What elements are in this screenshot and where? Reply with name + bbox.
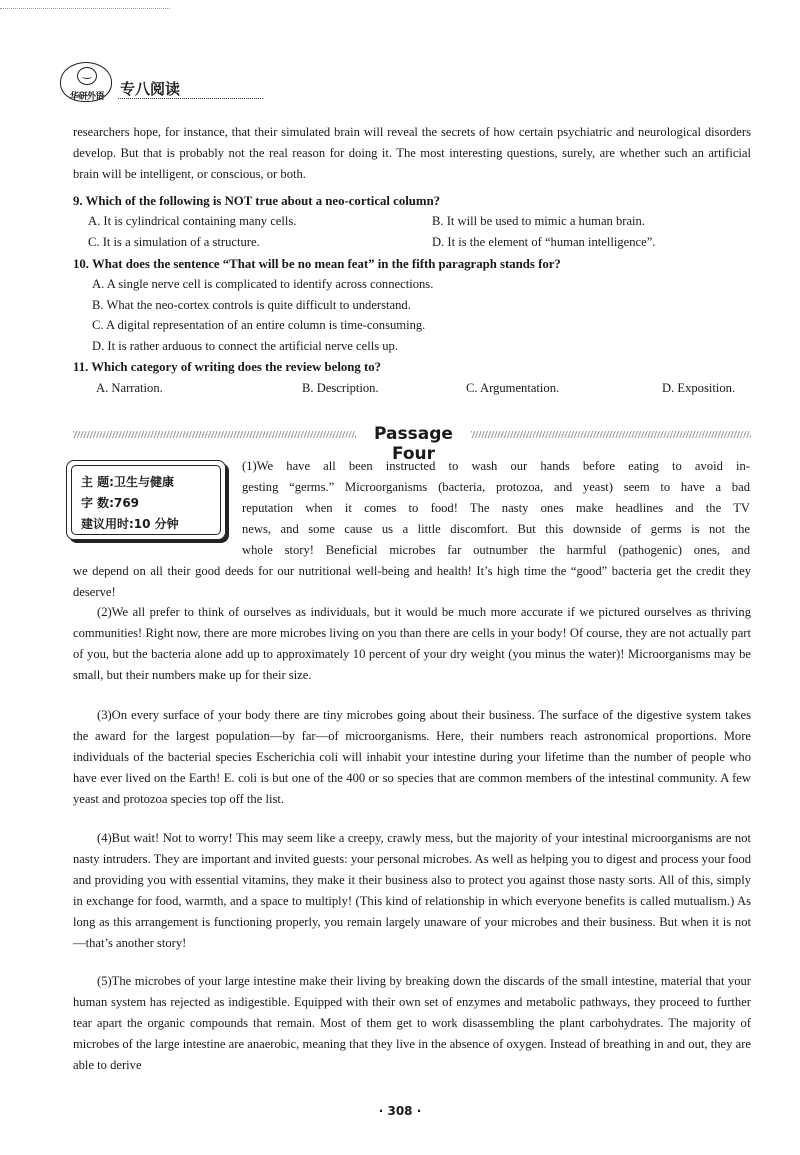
paragraph-1-line: news, and some cause us a little discomfort. But this downside of germs is not the	[242, 522, 750, 536]
logo-text: 华研外语	[69, 92, 104, 102]
scan-noise	[0, 8, 170, 9]
info-topic: 主 题:卫生与健康	[81, 475, 174, 489]
info-word-count: 字 数:769	[81, 496, 140, 510]
question-11-option-c: C. Argumentation.	[466, 381, 560, 395]
question-11-stem: 11. Which category of writing does the review belong to?	[73, 360, 382, 374]
paragraph-4: (4)But wait! Not to worry! This may seem like a creepy, crawly mess, but the majority of your intestinal microorganisms are not nasty intruders. They are important and invited guests: your personal microbes. As well as helping you to digest and process your food and providing you with essential vitamins, they make it their business also to protect you against those nasty sorts. All of this, simply in exchange for food, warmth, and a space to multiply! (This kind of relationship in which everyone benefits is called mutualism.) As long as this arrangement is functioning properly, you remain largely unaware of your microbes and their business. But when it is not—that’s another story!	[73, 831, 751, 950]
publisher-logo	[60, 62, 112, 102]
question-9-option-b: B. It will be used to mimic a human brain.	[432, 214, 646, 228]
question-9-stem: 9. Which of the following is NOT true about a neo-cortical column?	[73, 194, 441, 208]
paragraph-2: (2)We all prefer to think of ourselves as individuals, but it would be much more accurate if we pictured ourselves as thriving communities! Right now, there are more microbes living on you than there are cells in your body! Of course, they are not actually part of you, but the bacteria alone add up to approximately 10 percent of your dry weight (you minus the water)! Microorganisms may be small, but their numbers make up for their size.	[73, 605, 751, 682]
info-suggested-time: 建议用时:10 分钟	[81, 517, 179, 531]
banner-hatch-right	[471, 431, 751, 438]
passage-info-box	[66, 460, 226, 540]
question-11-option-a: A. Narration.	[96, 381, 163, 395]
passage-banner	[73, 424, 751, 464]
title-underline	[118, 98, 263, 99]
page-header	[60, 62, 210, 106]
continued-paragraph: researchers hope, for instance, that their simulated brain will reveal the secrets of how certain psychiatric and neurological disorders develop. But that is probably not the real reason for doing it. The most interesting questions, surely, are whether such an artificial brain will be intelligent, or conscious, or both.	[73, 125, 751, 181]
paragraph-1-line: (1)We have all been instructed to wash our hands before eating to avoid in-	[242, 459, 750, 473]
mascot-icon	[77, 67, 97, 85]
question-10-stem: 10. What does the sentence “That will be no mean feat” in the fifth paragraph stands for?	[73, 257, 561, 271]
page-number: · 308 ·	[378, 1104, 422, 1118]
paragraph-5: (5)The microbes of your large intestine make their living by breaking down the discards of the small intestine, material that your human system has rejected as indigestible. Equipped with their own set of enzymes and metabolic pathways, they proceed to further tear apart the organic compounds that remain. Most of them get to work disassembling the plant carbohydrates. The majority of microbes of the large intestine are anaerobic, meaning that they live in the absence of oxygen. Instead of breathing in and out, they are able to derive	[73, 974, 751, 1072]
passage-title: Passage Four	[374, 424, 453, 464]
question-9-option-c: C. It is a simulation of a structure.	[88, 235, 260, 249]
question-10-option-d: D. It is rather arduous to connect the artificial nerve cells up.	[92, 339, 398, 353]
paragraph-1-line: gesting “germs.” Microorganisms (bacteria, protozoa, and yeast) seem to have a bad	[242, 480, 750, 494]
question-9-option-a: A. It is cylindrical containing many cells.	[88, 214, 297, 228]
question-10-option-b: B. What the neo-cortex controls is quite difficult to understand.	[92, 298, 411, 312]
section-title: 专八阅读	[120, 80, 181, 98]
question-10-option-c: C. A digital representation of an entire column is time-consuming.	[92, 318, 426, 332]
question-10-option-a: A. A single nerve cell is complicated to identify across connections.	[92, 277, 434, 291]
question-11-option-b: B. Description.	[302, 381, 379, 395]
paragraph-1-line: reputation when it comes to food! The nasty ones make headlines and the TV	[242, 501, 750, 515]
paragraph-3: (3)On every surface of your body there are tiny microbes going about their business. The surface of the digestive system takes the award for the largest population—by far—of microorganisms. Here, their numbers reach astronomical proportions. More individuals of the bacterial species Escherichia coli will inhabit your intestine during your lifetime than the number of people who have ever lived on the Earth! E. coli is but one of the 400 or so species that are common members of the intestinal community. A few yeast and protozoa species top off the list.	[73, 708, 751, 806]
question-11-option-d: D. Exposition.	[662, 381, 736, 395]
banner-hatch-left	[73, 431, 356, 438]
paragraph-1-line: whole story! Beneficial microbes far outnumber the harmful (pathogenic) ones, and	[242, 543, 750, 557]
question-9-option-d: D. It is the element of “human intelligence”.	[432, 235, 656, 249]
paragraph-1-rest: we depend on all their good deeds for our nutritional well-being and health! It’s high time the “good” bacteria get the credit they deserve!	[73, 564, 751, 599]
